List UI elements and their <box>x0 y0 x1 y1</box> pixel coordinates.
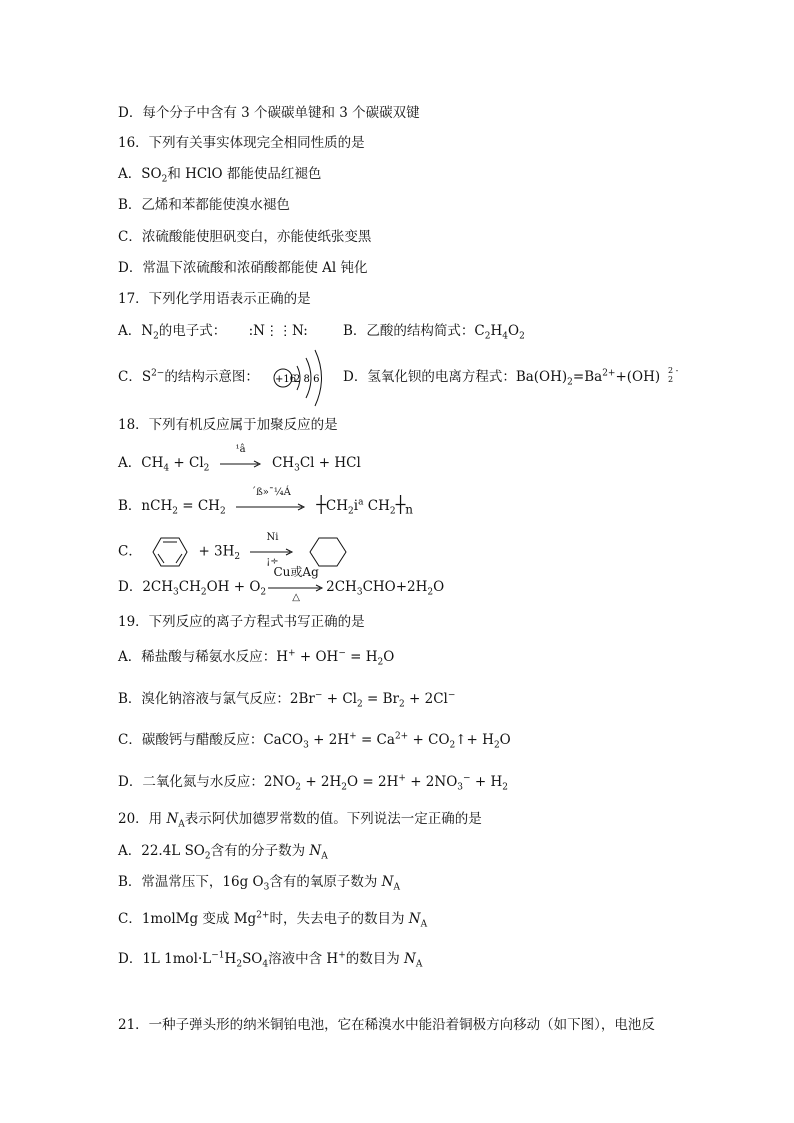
q16-option-d: D．常温下浓硫酸和浓硝酸都能使 Al 钝化 <box>118 260 368 276</box>
q20-option-d: D．1L $1mol\cdot L^{-1}H_2SO_4$溶液中含 H+的数目为 $N_A$ <box>118 950 423 970</box>
q19-option-b: B．溴化钠溶液与氯气反应：$2Br^- + Cl_2 = Br_2 + 2Cl^-$ <box>118 690 456 710</box>
q21-stem: 21．一种子弹头形的纳米铜铂电池，它在稀溴水中能沿着铜极方向移动（如下图），电池反 <box>118 1017 655 1033</box>
q16-stem: 16．下列有关事实体现完全相同性质的是 <box>118 135 365 151</box>
q17-option-a: A．$N_2$的电子式： :N⋮⋮N: <box>118 323 308 342</box>
q20-option-b: B．常温常压下，16g $O_3$含有的氧原子数为 $N_A$ <box>118 874 400 893</box>
q18-option-d: D．$2CH_3CH_2OH + O_2$ Cu或Ag △ $2CH_3CHO+2H_2O$ <box>118 564 445 603</box>
q17-option-d-tail: 2 - 2 <box>668 366 679 384</box>
q19-option-d: D．二氧化氮与水反应：$2NO_2 + 2H_2O = 2H^+ + 2NO_3^- + H_2$ <box>118 773 508 793</box>
q17-option-d: D．氢氧化钡的电离方程式：$Ba(OH)_2=Ba^{2+}+(OH)$ <box>343 368 661 388</box>
q18-option-a: A．$CH_4 + Cl_2$ ¹â $CH_3Cl$ + HCl <box>118 443 361 474</box>
q20-stem: 20．用 $N_A$表示阿伏加德罗常数的值。下列说法一定正确的是 <box>118 811 482 830</box>
q19-option-a: A．稀盐酸与稀氨水反应：$H^+ + OH^- = H_2O$ <box>118 648 395 668</box>
q16-option-a: A．$SO_2$和 HClO 都能使品红褪色 <box>118 166 322 185</box>
q20-option-c: C．1molMg 变成 $Mg^{2+}$时，失去电子的数目为 $N_A$ <box>118 910 428 930</box>
q17-stem: 17．下列化学用语表示正确的是 <box>118 291 311 307</box>
reaction-arrow: ´ß»¯¼Á <box>236 498 306 516</box>
benzene-ring-icon <box>152 536 188 568</box>
svg-text:2 8 6: 2 8 6 <box>294 374 320 385</box>
q18-stem: 18．下列有机反应属于加聚反应的是 <box>118 417 338 433</box>
q17-option-c: C．$S^{2-}$的结构示意图： <box>118 368 259 385</box>
reaction-arrow: ¹â <box>220 455 262 473</box>
reaction-arrow: Cu或Ag △ <box>268 579 324 597</box>
q19-stem: 19．下列反应的离子方程式书写正确的是 <box>118 614 365 630</box>
q20-option-a: A．22.4L $SO_2$含有的分子数为 $N_A$ <box>118 843 328 862</box>
q16-option-c: C．浓硫酸能使胆矾变白，亦能使纸张变黑 <box>118 229 372 245</box>
svg-text:+16: +16 <box>275 374 297 385</box>
q15-option-d: D．每个分子中含有 3 个碳碳单键和 3 个碳碳双键 <box>118 105 420 121</box>
sulfide-ion-structure-diagram <box>270 346 332 410</box>
q18-option-b: B．$nCH_2 = CH_2$ ´ß»¯¼Á $┼CH_2i^a$ $CH_2┼_n$ <box>118 486 413 517</box>
q19-option-c: C．碳酸钙与醋酸反应：CaCO$_3$ + $2H^+ = Ca^{2+}$ + $CO_2↑+ H_2O$ <box>118 731 511 751</box>
q16-option-b: B．乙烯和苯都能使溴水褪色 <box>118 197 290 213</box>
reaction-arrow: Ni ¡÷ <box>250 543 294 561</box>
q17-option-b: B．乙酸的结构简式：$C_2H_4O_2$ <box>343 323 525 342</box>
q18-option-c: C． + $3H_2$ Ni ¡÷ <box>118 536 347 568</box>
